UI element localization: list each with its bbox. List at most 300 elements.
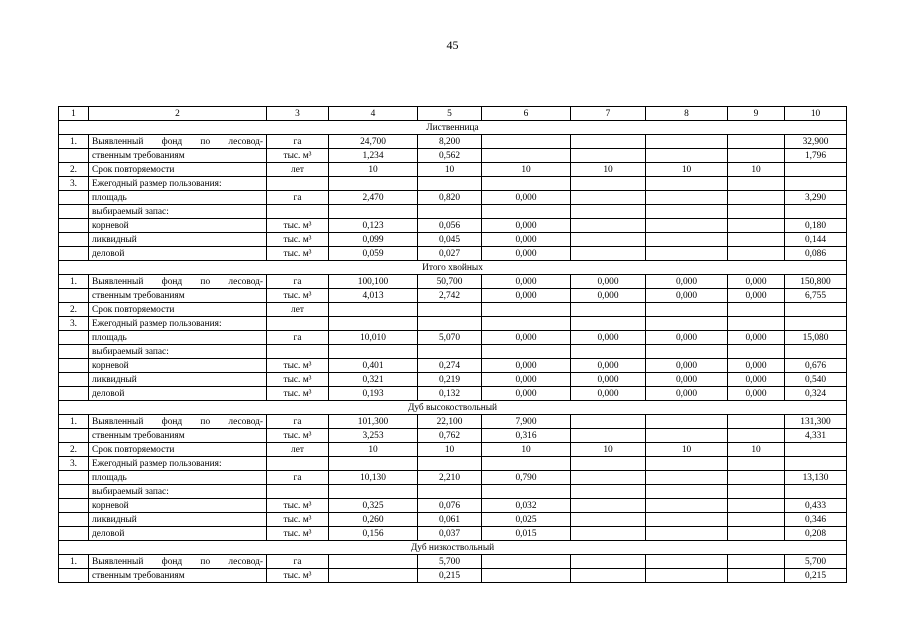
unit-cell: тыс. м³ xyxy=(267,149,329,163)
item-number-cell: 1. xyxy=(59,555,89,569)
indicator-cell: Выявленный фонд по лесовод- xyxy=(89,415,267,429)
value-cell xyxy=(728,471,785,485)
value-cell xyxy=(571,135,646,149)
table-row xyxy=(59,373,847,387)
value-cell xyxy=(571,345,646,359)
unit-cell: тыс. м³ xyxy=(267,513,329,527)
value-cell xyxy=(571,149,646,163)
item-number-cell: 3. xyxy=(59,457,89,471)
indicator-cell: ственным требованиям xyxy=(89,289,267,303)
section-row xyxy=(59,121,847,135)
value-cell xyxy=(646,345,728,359)
value-cell xyxy=(418,303,482,317)
table-row xyxy=(59,149,847,163)
value-cell: 1,796 xyxy=(785,149,847,163)
unit-cell xyxy=(267,345,329,359)
value-cell: 0,540 xyxy=(785,373,847,387)
value-cell: 7,900 xyxy=(482,415,571,429)
value-cell xyxy=(418,457,482,471)
value-cell: 0,000 xyxy=(482,233,571,247)
unit-cell xyxy=(267,205,329,219)
value-cell xyxy=(785,345,847,359)
value-cell xyxy=(571,513,646,527)
value-cell: 0,325 xyxy=(329,499,418,513)
indicator-cell: Ежегодный размер пользования: xyxy=(89,457,267,471)
section-title: Итого хвойных xyxy=(59,261,847,275)
item-number-cell: 3. xyxy=(59,177,89,191)
value-cell xyxy=(571,233,646,247)
item-number-cell xyxy=(59,149,89,163)
value-cell: 0,000 xyxy=(646,331,728,345)
value-cell xyxy=(646,457,728,471)
item-number-cell: 1. xyxy=(59,135,89,149)
value-cell: 32,900 xyxy=(785,135,847,149)
table-row xyxy=(59,527,847,541)
value-cell: 0,820 xyxy=(418,191,482,205)
value-cell xyxy=(785,457,847,471)
unit-cell: га xyxy=(267,331,329,345)
indicator-cell: Срок повторяемости xyxy=(89,303,267,317)
value-cell: 10,130 xyxy=(329,471,418,485)
value-cell: 0,144 xyxy=(785,233,847,247)
header-row xyxy=(59,107,847,121)
value-cell: 0,027 xyxy=(418,247,482,261)
item-number-cell: 2. xyxy=(59,303,89,317)
value-cell: 5,700 xyxy=(418,555,482,569)
value-cell xyxy=(571,205,646,219)
value-cell: 24,700 xyxy=(329,135,418,149)
item-number-cell xyxy=(59,471,89,485)
header-cell: 2 xyxy=(89,107,267,121)
value-cell xyxy=(728,303,785,317)
item-number-cell xyxy=(59,373,89,387)
value-cell: 0,032 xyxy=(482,499,571,513)
table-row xyxy=(59,513,847,527)
value-cell xyxy=(482,555,571,569)
table-row xyxy=(59,457,847,471)
value-cell xyxy=(571,499,646,513)
value-cell: 0,316 xyxy=(482,429,571,443)
value-cell: 2,210 xyxy=(418,471,482,485)
value-cell: 0,000 xyxy=(646,387,728,401)
value-cell: 3,290 xyxy=(785,191,847,205)
unit-cell xyxy=(267,317,329,331)
indicator-cell: ликвидный xyxy=(89,513,267,527)
value-cell: 0,086 xyxy=(785,247,847,261)
value-cell: 10 xyxy=(482,443,571,457)
value-cell: 10 xyxy=(418,163,482,177)
value-cell xyxy=(646,135,728,149)
value-cell: 0,000 xyxy=(482,359,571,373)
value-cell xyxy=(482,149,571,163)
indicator-cell: выбираемый запас: xyxy=(89,345,267,359)
value-cell xyxy=(482,303,571,317)
table-row xyxy=(59,485,847,499)
value-cell xyxy=(482,345,571,359)
item-number-cell xyxy=(59,485,89,499)
indicator-cell: Срок повторяемости xyxy=(89,163,267,177)
item-number-cell xyxy=(59,219,89,233)
value-cell: 0,000 xyxy=(482,275,571,289)
value-cell xyxy=(646,569,728,583)
value-cell: 0,132 xyxy=(418,387,482,401)
value-cell: 0,061 xyxy=(418,513,482,527)
value-cell xyxy=(728,569,785,583)
item-number-cell xyxy=(59,191,89,205)
indicator-cell: Срок повторяемости xyxy=(89,443,267,457)
value-cell: 0,099 xyxy=(329,233,418,247)
value-cell: 0,000 xyxy=(728,331,785,345)
value-cell xyxy=(728,527,785,541)
value-cell: 0,215 xyxy=(418,569,482,583)
value-cell xyxy=(571,429,646,443)
table-row xyxy=(59,345,847,359)
value-cell xyxy=(418,345,482,359)
value-cell xyxy=(329,569,418,583)
value-cell xyxy=(646,191,728,205)
value-cell: 10 xyxy=(646,443,728,457)
value-cell: 131,300 xyxy=(785,415,847,429)
indicator-cell: выбираемый запас: xyxy=(89,205,267,219)
value-cell: 0,274 xyxy=(418,359,482,373)
indicator-cell: ственным требованиям xyxy=(89,569,267,583)
value-cell xyxy=(728,429,785,443)
header-cell: 10 xyxy=(785,107,847,121)
value-cell xyxy=(785,163,847,177)
unit-cell: тыс. м³ xyxy=(267,527,329,541)
table-row xyxy=(59,247,847,261)
item-number-cell xyxy=(59,359,89,373)
value-cell xyxy=(646,471,728,485)
value-cell xyxy=(571,471,646,485)
table-row xyxy=(59,191,847,205)
value-cell: 0,208 xyxy=(785,527,847,541)
value-cell: 0,215 xyxy=(785,569,847,583)
item-number-cell xyxy=(59,387,89,401)
value-cell xyxy=(571,415,646,429)
value-cell xyxy=(482,569,571,583)
item-number-cell xyxy=(59,205,89,219)
header-cell: 3 xyxy=(267,107,329,121)
value-cell xyxy=(785,443,847,457)
value-cell xyxy=(646,303,728,317)
item-number-cell xyxy=(59,247,89,261)
page-number: 45 xyxy=(446,38,459,52)
value-cell: 0,156 xyxy=(329,527,418,541)
item-number-cell: 2. xyxy=(59,163,89,177)
unit-cell: тыс. м³ xyxy=(267,499,329,513)
table-row xyxy=(59,219,847,233)
section-title: Лиственница xyxy=(59,121,847,135)
value-cell xyxy=(418,485,482,499)
value-cell xyxy=(728,457,785,471)
value-cell xyxy=(329,457,418,471)
table-row xyxy=(59,569,847,583)
value-cell: 6,755 xyxy=(785,289,847,303)
value-cell: 0,219 xyxy=(418,373,482,387)
value-cell xyxy=(728,135,785,149)
value-cell xyxy=(646,177,728,191)
value-cell: 0,000 xyxy=(571,373,646,387)
value-cell: 10 xyxy=(728,443,785,457)
value-cell: 0,000 xyxy=(728,275,785,289)
value-cell xyxy=(728,233,785,247)
section-row xyxy=(59,261,847,275)
value-cell: 100,100 xyxy=(329,275,418,289)
value-cell xyxy=(785,205,847,219)
value-cell: 0,025 xyxy=(482,513,571,527)
value-cell: 150,800 xyxy=(785,275,847,289)
value-cell: 0,000 xyxy=(482,387,571,401)
value-cell: 0,059 xyxy=(329,247,418,261)
value-cell xyxy=(418,205,482,219)
table-row xyxy=(59,303,847,317)
value-cell: 2,470 xyxy=(329,191,418,205)
value-cell xyxy=(571,317,646,331)
value-cell xyxy=(571,485,646,499)
item-number-cell xyxy=(59,233,89,247)
item-number-cell: 3. xyxy=(59,317,89,331)
value-cell: 10 xyxy=(482,163,571,177)
table-row xyxy=(59,443,847,457)
item-number-cell xyxy=(59,527,89,541)
header-cell: 8 xyxy=(646,107,728,121)
value-cell: 0,180 xyxy=(785,219,847,233)
forest-resource-table xyxy=(58,106,847,583)
table-row xyxy=(59,135,847,149)
value-cell xyxy=(728,191,785,205)
value-cell: 0,000 xyxy=(571,387,646,401)
header-cell: 6 xyxy=(482,107,571,121)
table-row xyxy=(59,415,847,429)
value-cell xyxy=(646,317,728,331)
indicator-cell: деловой xyxy=(89,527,267,541)
value-cell: 0,676 xyxy=(785,359,847,373)
value-cell xyxy=(646,149,728,163)
item-number-cell: 1. xyxy=(59,275,89,289)
value-cell xyxy=(571,527,646,541)
item-number-cell xyxy=(59,569,89,583)
value-cell xyxy=(646,233,728,247)
unit-cell: тыс. м³ xyxy=(267,569,329,583)
table-row xyxy=(59,471,847,485)
item-number-cell xyxy=(59,331,89,345)
value-cell xyxy=(482,457,571,471)
section-title: Дуб высокоствольный xyxy=(59,401,847,415)
value-cell: 0,076 xyxy=(418,499,482,513)
value-cell: 0,193 xyxy=(329,387,418,401)
value-cell xyxy=(571,555,646,569)
value-cell xyxy=(646,205,728,219)
unit-cell: тыс. м³ xyxy=(267,429,329,443)
value-cell: 10 xyxy=(418,443,482,457)
value-cell xyxy=(728,149,785,163)
value-cell: 0,790 xyxy=(482,471,571,485)
value-cell: 22,100 xyxy=(418,415,482,429)
value-cell xyxy=(728,177,785,191)
table-row xyxy=(59,205,847,219)
value-cell: 3,253 xyxy=(329,429,418,443)
value-cell: 0,000 xyxy=(728,359,785,373)
value-cell: 10 xyxy=(646,163,728,177)
value-cell: 10 xyxy=(329,443,418,457)
value-cell xyxy=(482,135,571,149)
value-cell: 0,000 xyxy=(571,359,646,373)
value-cell: 50,700 xyxy=(418,275,482,289)
item-number-cell xyxy=(59,289,89,303)
value-cell xyxy=(329,485,418,499)
value-cell: 0,000 xyxy=(728,373,785,387)
value-cell xyxy=(646,219,728,233)
value-cell xyxy=(728,499,785,513)
table-row xyxy=(59,177,847,191)
value-cell: 0,321 xyxy=(329,373,418,387)
value-cell xyxy=(728,219,785,233)
value-cell xyxy=(329,303,418,317)
value-cell xyxy=(785,303,847,317)
value-cell xyxy=(785,177,847,191)
value-cell: 0,000 xyxy=(571,289,646,303)
value-cell: 0,045 xyxy=(418,233,482,247)
header-cell: 5 xyxy=(418,107,482,121)
value-cell xyxy=(418,177,482,191)
header-cell: 7 xyxy=(571,107,646,121)
indicator-cell: Выявленный фонд по лесовод- xyxy=(89,275,267,289)
value-cell: 10,010 xyxy=(329,331,418,345)
value-cell xyxy=(571,303,646,317)
value-cell: 10 xyxy=(571,163,646,177)
value-cell: 101,300 xyxy=(329,415,418,429)
unit-cell: га xyxy=(267,415,329,429)
value-cell: 10 xyxy=(329,163,418,177)
value-cell: 0,562 xyxy=(418,149,482,163)
value-cell: 0,000 xyxy=(646,373,728,387)
value-cell: 0,000 xyxy=(482,247,571,261)
unit-cell: тыс. м³ xyxy=(267,247,329,261)
value-cell xyxy=(646,429,728,443)
indicator-cell: Выявленный фонд по лесовод- xyxy=(89,135,267,149)
table-row xyxy=(59,289,847,303)
section-row xyxy=(59,541,847,555)
value-cell: 0,000 xyxy=(728,289,785,303)
value-cell: 0,000 xyxy=(482,219,571,233)
value-cell: 0,015 xyxy=(482,527,571,541)
unit-cell: тыс. м³ xyxy=(267,289,329,303)
indicator-cell: деловой xyxy=(89,387,267,401)
item-number-cell xyxy=(59,513,89,527)
value-cell xyxy=(482,317,571,331)
indicator-cell: ственным требованиям xyxy=(89,149,267,163)
unit-cell xyxy=(267,177,329,191)
value-cell xyxy=(329,317,418,331)
indicator-cell: Ежегодный размер пользования: xyxy=(89,177,267,191)
value-cell: 4,331 xyxy=(785,429,847,443)
table-row xyxy=(59,499,847,513)
value-cell: 0,037 xyxy=(418,527,482,541)
value-cell: 0,000 xyxy=(646,359,728,373)
value-cell: 0,000 xyxy=(482,289,571,303)
unit-cell: лет xyxy=(267,443,329,457)
unit-cell: га xyxy=(267,275,329,289)
unit-cell: га xyxy=(267,555,329,569)
value-cell xyxy=(728,317,785,331)
value-cell xyxy=(728,345,785,359)
unit-cell xyxy=(267,485,329,499)
value-cell: 0,260 xyxy=(329,513,418,527)
value-cell: 0,000 xyxy=(571,331,646,345)
unit-cell xyxy=(267,457,329,471)
header-cell: 9 xyxy=(728,107,785,121)
indicator-cell: корневой xyxy=(89,499,267,513)
value-cell xyxy=(482,205,571,219)
value-cell xyxy=(646,415,728,429)
value-cell xyxy=(785,485,847,499)
unit-cell: лет xyxy=(267,303,329,317)
indicator-cell: корневой xyxy=(89,359,267,373)
value-cell: 10 xyxy=(571,443,646,457)
value-cell xyxy=(482,485,571,499)
unit-cell: тыс. м³ xyxy=(267,219,329,233)
table-body xyxy=(59,121,847,583)
value-cell: 1,234 xyxy=(329,149,418,163)
value-cell xyxy=(728,485,785,499)
value-cell xyxy=(728,415,785,429)
value-cell xyxy=(571,191,646,205)
value-cell: 4,013 xyxy=(329,289,418,303)
indicator-cell: ликвидный xyxy=(89,373,267,387)
header-cell: 1 xyxy=(59,107,89,121)
table-row xyxy=(59,163,847,177)
value-cell xyxy=(646,527,728,541)
table-row xyxy=(59,359,847,373)
value-cell xyxy=(418,317,482,331)
value-cell xyxy=(646,513,728,527)
value-cell: 5,070 xyxy=(418,331,482,345)
unit-cell: лет xyxy=(267,163,329,177)
unit-cell: тыс. м³ xyxy=(267,233,329,247)
indicator-cell: корневой xyxy=(89,219,267,233)
unit-cell: тыс. м³ xyxy=(267,373,329,387)
section-row xyxy=(59,401,847,415)
indicator-cell: площадь xyxy=(89,331,267,345)
value-cell: 10 xyxy=(728,163,785,177)
unit-cell: га xyxy=(267,471,329,485)
value-cell xyxy=(571,569,646,583)
item-number-cell xyxy=(59,345,89,359)
value-cell xyxy=(571,247,646,261)
indicator-cell: площадь xyxy=(89,191,267,205)
item-number-cell: 1. xyxy=(59,415,89,429)
value-cell xyxy=(571,457,646,471)
indicator-cell: Ежегодный размер пользования: xyxy=(89,317,267,331)
value-cell: 0,401 xyxy=(329,359,418,373)
value-cell: 0,000 xyxy=(482,373,571,387)
item-number-cell xyxy=(59,499,89,513)
value-cell: 0,346 xyxy=(785,513,847,527)
indicator-cell: Выявленный фонд по лесовод- xyxy=(89,555,267,569)
value-cell: 0,000 xyxy=(482,331,571,345)
indicator-cell: ственным требованиям xyxy=(89,429,267,443)
value-cell: 0,000 xyxy=(646,275,728,289)
value-cell: 0,000 xyxy=(728,387,785,401)
value-cell xyxy=(728,513,785,527)
unit-cell: тыс. м³ xyxy=(267,359,329,373)
indicator-cell: деловой xyxy=(89,247,267,261)
indicator-cell: ликвидный xyxy=(89,233,267,247)
value-cell xyxy=(646,555,728,569)
value-cell xyxy=(329,205,418,219)
value-cell xyxy=(646,485,728,499)
